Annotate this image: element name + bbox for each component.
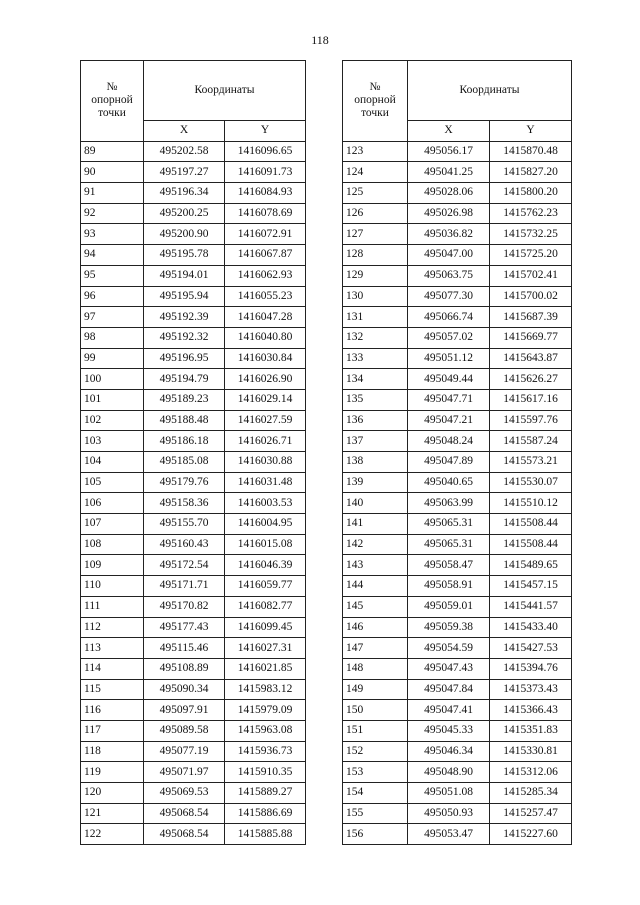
table-row bbox=[343, 307, 572, 328]
y-coordinate-cell: 1415800.20 bbox=[490, 183, 572, 204]
x-coordinate-cell: 495058.47 bbox=[408, 555, 490, 576]
y-coordinate-cell: 1416046.39 bbox=[225, 555, 306, 576]
point-number-cell: 91 bbox=[81, 183, 144, 204]
y-coordinate-cell: 1416055.23 bbox=[225, 286, 306, 307]
y-coordinate-cell: 1416031.48 bbox=[225, 472, 306, 493]
y-coordinate-cell: 1416026.90 bbox=[225, 369, 306, 390]
table-row bbox=[81, 307, 306, 328]
point-number-cell: 155 bbox=[343, 803, 408, 824]
table-row bbox=[81, 203, 306, 224]
x-coordinate-cell: 495170.82 bbox=[144, 596, 225, 617]
point-number-cell: 99 bbox=[81, 348, 144, 369]
point-number-cell: 95 bbox=[81, 265, 144, 286]
x-coordinate-cell: 495171.71 bbox=[144, 576, 225, 597]
x-coordinate-cell: 495188.48 bbox=[144, 410, 225, 431]
x-coordinate-cell: 495160.43 bbox=[144, 534, 225, 555]
y-coordinate-cell: 1415433.40 bbox=[490, 617, 572, 638]
table-row bbox=[343, 783, 572, 804]
point-number-cell: 149 bbox=[343, 679, 408, 700]
y-coordinate-cell: 1415687.39 bbox=[490, 307, 572, 328]
y-coordinate-cell: 1415617.16 bbox=[490, 389, 572, 410]
table-row bbox=[343, 472, 572, 493]
y-coordinate-cell: 1415573.21 bbox=[490, 452, 572, 473]
x-coordinate-cell: 495049.44 bbox=[408, 369, 490, 390]
point-number-cell: 131 bbox=[343, 307, 408, 328]
point-number-cell: 93 bbox=[81, 224, 144, 245]
x-coordinate-cell: 495197.27 bbox=[144, 162, 225, 183]
y-coordinate-cell: 1415441.57 bbox=[490, 596, 572, 617]
y-coordinate-cell: 1416027.59 bbox=[225, 410, 306, 431]
table-row bbox=[81, 389, 306, 410]
coordinates-table-right bbox=[342, 60, 572, 845]
table-row bbox=[81, 741, 306, 762]
table-row bbox=[81, 783, 306, 804]
y-coordinate-cell: 1415351.83 bbox=[490, 720, 572, 741]
table-row bbox=[343, 617, 572, 638]
x-coordinate-cell: 495196.34 bbox=[144, 183, 225, 204]
point-number-cell: 111 bbox=[81, 596, 144, 617]
y-coordinate-cell: 1416082.77 bbox=[225, 596, 306, 617]
x-coordinate-cell: 495090.34 bbox=[144, 679, 225, 700]
y-coordinate-cell: 1415587.24 bbox=[490, 431, 572, 452]
y-coordinate-cell: 1415886.69 bbox=[225, 803, 306, 824]
x-coordinate-cell: 495054.59 bbox=[408, 638, 490, 659]
y-coordinate-cell: 1415510.12 bbox=[490, 493, 572, 514]
x-coordinate-cell: 495048.90 bbox=[408, 762, 490, 783]
table-row bbox=[81, 369, 306, 390]
table-row bbox=[343, 162, 572, 183]
y-coordinate-cell: 1415508.44 bbox=[490, 514, 572, 535]
point-header-line-2: опорной bbox=[91, 94, 133, 107]
table-row bbox=[81, 555, 306, 576]
y-coordinate-cell: 1415885.88 bbox=[225, 824, 306, 845]
x-coordinate-cell: 495089.58 bbox=[144, 720, 225, 741]
y-coordinate-cell: 1415626.27 bbox=[490, 369, 572, 390]
table-row bbox=[343, 658, 572, 679]
y-coordinate-cell: 1416021.85 bbox=[225, 658, 306, 679]
x-coordinate-cell: 495077.30 bbox=[408, 286, 490, 307]
y-coordinate-cell: 1416096.65 bbox=[225, 141, 306, 162]
x-coordinate-cell: 495196.95 bbox=[144, 348, 225, 369]
point-number-cell: 145 bbox=[343, 596, 408, 617]
table-row bbox=[81, 514, 306, 535]
y-coordinate-cell: 1415312.06 bbox=[490, 762, 572, 783]
table-row bbox=[343, 493, 572, 514]
point-number-cell: 137 bbox=[343, 431, 408, 452]
x-coordinate-cell: 495040.65 bbox=[408, 472, 490, 493]
table-row bbox=[343, 141, 572, 162]
y-coordinate-cell: 1416030.88 bbox=[225, 452, 306, 473]
point-number-cell: 110 bbox=[81, 576, 144, 597]
point-number-cell: 120 bbox=[81, 783, 144, 804]
table-row bbox=[343, 431, 572, 452]
x-coordinate-cell: 495115.46 bbox=[144, 638, 225, 659]
table-row bbox=[81, 638, 306, 659]
table-row bbox=[81, 410, 306, 431]
x-coordinate-cell: 495192.32 bbox=[144, 327, 225, 348]
x-coordinate-cell: 495194.01 bbox=[144, 265, 225, 286]
point-number-cell: 133 bbox=[343, 348, 408, 369]
x-coordinate-cell: 495066.74 bbox=[408, 307, 490, 328]
x-coordinate-cell: 495047.71 bbox=[408, 389, 490, 410]
point-number-cell: 112 bbox=[81, 617, 144, 638]
y-coordinate-cell: 1415257.47 bbox=[490, 803, 572, 824]
table-row bbox=[81, 762, 306, 783]
y-coordinate-cell: 1416030.84 bbox=[225, 348, 306, 369]
y-coordinate-cell: 1415963.08 bbox=[225, 720, 306, 741]
y-coordinate-cell: 1415889.27 bbox=[225, 783, 306, 804]
point-header-line-1: № bbox=[106, 81, 118, 94]
point-number-cell: 116 bbox=[81, 700, 144, 721]
point-number-cell: 132 bbox=[343, 327, 408, 348]
table-row bbox=[81, 348, 306, 369]
table-row bbox=[343, 762, 572, 783]
y-coordinate-cell: 1415643.87 bbox=[490, 348, 572, 369]
y-coordinate-cell: 1415762.23 bbox=[490, 203, 572, 224]
point-number-cell: 94 bbox=[81, 245, 144, 266]
point-number-cell: 92 bbox=[81, 203, 144, 224]
point-number-cell: 103 bbox=[81, 431, 144, 452]
point-header-line-1: № bbox=[369, 81, 381, 94]
x-coordinate-cell: 495045.33 bbox=[408, 720, 490, 741]
point-number-cell: 115 bbox=[81, 679, 144, 700]
table-row bbox=[81, 245, 306, 266]
x-coordinate-cell: 495057.02 bbox=[408, 327, 490, 348]
x-coordinate-cell: 495047.84 bbox=[408, 679, 490, 700]
x-coordinate-cell: 495063.99 bbox=[408, 493, 490, 514]
table-row bbox=[343, 452, 572, 473]
y-coordinate-cell: 1416067.87 bbox=[225, 245, 306, 266]
point-number-cell: 126 bbox=[343, 203, 408, 224]
y-header: Y bbox=[490, 121, 572, 142]
coordinates-header: Координаты bbox=[408, 61, 572, 121]
table-row bbox=[343, 183, 572, 204]
point-number-cell: 90 bbox=[81, 162, 144, 183]
y-coordinate-cell: 1416099.45 bbox=[225, 617, 306, 638]
y-coordinate-cell: 1415936.73 bbox=[225, 741, 306, 762]
point-number-cell: 136 bbox=[343, 410, 408, 431]
table-row bbox=[81, 265, 306, 286]
point-number-cell: 118 bbox=[81, 741, 144, 762]
x-coordinate-cell: 495058.91 bbox=[408, 576, 490, 597]
point-number-cell: 150 bbox=[343, 700, 408, 721]
table-row bbox=[81, 576, 306, 597]
table-row bbox=[343, 410, 572, 431]
table-row bbox=[81, 679, 306, 700]
y-coordinate-cell: 1415227.60 bbox=[490, 824, 572, 845]
table-row bbox=[343, 265, 572, 286]
point-number-cell: 113 bbox=[81, 638, 144, 659]
point-number-cell: 96 bbox=[81, 286, 144, 307]
y-coordinate-cell: 1416062.93 bbox=[225, 265, 306, 286]
x-coordinate-cell: 495065.31 bbox=[408, 514, 490, 535]
y-coordinate-cell: 1415725.20 bbox=[490, 245, 572, 266]
x-coordinate-cell: 495063.75 bbox=[408, 265, 490, 286]
table-row bbox=[81, 141, 306, 162]
y-coordinate-cell: 1415366.43 bbox=[490, 700, 572, 721]
table-row bbox=[81, 700, 306, 721]
point-number-cell: 123 bbox=[343, 141, 408, 162]
x-coordinate-cell: 495068.54 bbox=[144, 824, 225, 845]
y-coordinate-cell: 1415910.35 bbox=[225, 762, 306, 783]
point-number-cell: 129 bbox=[343, 265, 408, 286]
point-number-cell: 144 bbox=[343, 576, 408, 597]
table-row bbox=[343, 534, 572, 555]
x-coordinate-cell: 495048.24 bbox=[408, 431, 490, 452]
x-coordinate-cell: 495186.18 bbox=[144, 431, 225, 452]
point-number-cell: 109 bbox=[81, 555, 144, 576]
point-number-cell: 98 bbox=[81, 327, 144, 348]
x-coordinate-cell: 495051.08 bbox=[408, 783, 490, 804]
y-coordinate-cell: 1416004.95 bbox=[225, 514, 306, 535]
table-row bbox=[81, 720, 306, 741]
x-coordinate-cell: 495047.41 bbox=[408, 700, 490, 721]
point-number-cell: 89 bbox=[81, 141, 144, 162]
table-row bbox=[81, 493, 306, 514]
x-coordinate-cell: 495059.38 bbox=[408, 617, 490, 638]
x-coordinate-cell: 495047.00 bbox=[408, 245, 490, 266]
table-row bbox=[343, 679, 572, 700]
y-coordinate-cell: 1416091.73 bbox=[225, 162, 306, 183]
y-coordinate-cell: 1415427.53 bbox=[490, 638, 572, 659]
table-row bbox=[343, 369, 572, 390]
x-coordinate-cell: 495158.36 bbox=[144, 493, 225, 514]
y-coordinate-cell: 1415373.43 bbox=[490, 679, 572, 700]
x-coordinate-cell: 495177.43 bbox=[144, 617, 225, 638]
y-coordinate-cell: 1415285.34 bbox=[490, 783, 572, 804]
x-coordinate-cell: 495077.19 bbox=[144, 741, 225, 762]
x-coordinate-cell: 495047.43 bbox=[408, 658, 490, 679]
y-coordinate-cell: 1415870.48 bbox=[490, 141, 572, 162]
x-coordinate-cell: 495046.34 bbox=[408, 741, 490, 762]
point-number-cell: 122 bbox=[81, 824, 144, 845]
table-row bbox=[343, 286, 572, 307]
point-number-cell: 142 bbox=[343, 534, 408, 555]
table-row bbox=[343, 824, 572, 845]
y-coordinate-cell: 1415330.81 bbox=[490, 741, 572, 762]
point-number-cell: 97 bbox=[81, 307, 144, 328]
table-row bbox=[343, 348, 572, 369]
table-row bbox=[81, 824, 306, 845]
x-coordinate-cell: 495036.82 bbox=[408, 224, 490, 245]
table-row bbox=[81, 472, 306, 493]
x-coordinate-cell: 495195.94 bbox=[144, 286, 225, 307]
x-coordinate-cell: 495056.17 bbox=[408, 141, 490, 162]
y-coordinate-cell: 1416026.71 bbox=[225, 431, 306, 452]
table-row bbox=[343, 327, 572, 348]
y-coordinate-cell: 1416078.69 bbox=[225, 203, 306, 224]
y-coordinate-cell: 1415457.15 bbox=[490, 576, 572, 597]
x-coordinate-cell: 495185.08 bbox=[144, 452, 225, 473]
x-coordinate-cell: 495047.21 bbox=[408, 410, 490, 431]
x-coordinate-cell: 495071.97 bbox=[144, 762, 225, 783]
point-number-cell: 156 bbox=[343, 824, 408, 845]
x-coordinate-cell: 495172.54 bbox=[144, 555, 225, 576]
y-coordinate-cell: 1415597.76 bbox=[490, 410, 572, 431]
x-coordinate-cell: 495202.58 bbox=[144, 141, 225, 162]
point-header-line-3: точки bbox=[361, 107, 389, 120]
y-coordinate-cell: 1415530.07 bbox=[490, 472, 572, 493]
y-coordinate-cell: 1415508.44 bbox=[490, 534, 572, 555]
x-coordinate-cell: 495041.25 bbox=[408, 162, 490, 183]
x-coordinate-cell: 495194.79 bbox=[144, 369, 225, 390]
point-number-cell: 124 bbox=[343, 162, 408, 183]
point-number-cell: 108 bbox=[81, 534, 144, 555]
x-coordinate-cell: 495069.53 bbox=[144, 783, 225, 804]
table-row bbox=[343, 638, 572, 659]
point-number-cell: 130 bbox=[343, 286, 408, 307]
point-number-cell: 107 bbox=[81, 514, 144, 535]
x-coordinate-cell: 495097.91 bbox=[144, 700, 225, 721]
y-coordinate-cell: 1416084.93 bbox=[225, 183, 306, 204]
table-row bbox=[343, 555, 572, 576]
point-number-cell: 138 bbox=[343, 452, 408, 473]
point-number-header bbox=[81, 61, 144, 142]
table-row bbox=[81, 327, 306, 348]
y-coordinate-cell: 1416003.53 bbox=[225, 493, 306, 514]
table-body-right bbox=[343, 141, 572, 844]
x-coordinate-cell: 495068.54 bbox=[144, 803, 225, 824]
point-number-cell: 128 bbox=[343, 245, 408, 266]
x-coordinate-cell: 495200.90 bbox=[144, 224, 225, 245]
y-coordinate-cell: 1416027.31 bbox=[225, 638, 306, 659]
x-header: X bbox=[408, 121, 490, 142]
table-row bbox=[81, 162, 306, 183]
point-number-cell: 102 bbox=[81, 410, 144, 431]
table-row bbox=[343, 389, 572, 410]
point-number-cell: 106 bbox=[81, 493, 144, 514]
point-number-cell: 134 bbox=[343, 369, 408, 390]
point-number-cell: 146 bbox=[343, 617, 408, 638]
table-row bbox=[81, 617, 306, 638]
point-number-cell: 135 bbox=[343, 389, 408, 410]
y-coordinate-cell: 1415669.77 bbox=[490, 327, 572, 348]
point-number-cell: 125 bbox=[343, 183, 408, 204]
table-row bbox=[343, 700, 572, 721]
x-coordinate-cell: 495155.70 bbox=[144, 514, 225, 535]
y-header: Y bbox=[225, 121, 306, 142]
point-number-cell: 139 bbox=[343, 472, 408, 493]
table-row bbox=[81, 534, 306, 555]
table-row bbox=[81, 658, 306, 679]
y-coordinate-cell: 1415732.25 bbox=[490, 224, 572, 245]
y-coordinate-cell: 1415827.20 bbox=[490, 162, 572, 183]
point-number-cell: 151 bbox=[343, 720, 408, 741]
coordinates-table-left bbox=[80, 60, 306, 845]
point-number-cell: 105 bbox=[81, 472, 144, 493]
x-coordinate-cell: 495108.89 bbox=[144, 658, 225, 679]
table-row bbox=[343, 514, 572, 535]
point-number-cell: 148 bbox=[343, 658, 408, 679]
x-header: X bbox=[144, 121, 225, 142]
table-row bbox=[81, 803, 306, 824]
table-row bbox=[343, 720, 572, 741]
point-number-cell: 127 bbox=[343, 224, 408, 245]
point-number-cell: 117 bbox=[81, 720, 144, 741]
y-coordinate-cell: 1416047.28 bbox=[225, 307, 306, 328]
y-coordinate-cell: 1416029.14 bbox=[225, 389, 306, 410]
point-number-cell: 104 bbox=[81, 452, 144, 473]
x-coordinate-cell: 495053.47 bbox=[408, 824, 490, 845]
x-coordinate-cell: 495195.78 bbox=[144, 245, 225, 266]
table-row bbox=[81, 596, 306, 617]
point-number-cell: 140 bbox=[343, 493, 408, 514]
y-coordinate-cell: 1416059.77 bbox=[225, 576, 306, 597]
coordinates-header: Координаты bbox=[144, 61, 306, 121]
table-row bbox=[343, 741, 572, 762]
table-row bbox=[81, 452, 306, 473]
point-number-cell: 100 bbox=[81, 369, 144, 390]
point-number-cell: 153 bbox=[343, 762, 408, 783]
table-row bbox=[81, 286, 306, 307]
point-number-cell: 121 bbox=[81, 803, 144, 824]
table-row bbox=[343, 576, 572, 597]
y-coordinate-cell: 1416072.91 bbox=[225, 224, 306, 245]
point-number-cell: 154 bbox=[343, 783, 408, 804]
table-row bbox=[81, 183, 306, 204]
x-coordinate-cell: 495192.39 bbox=[144, 307, 225, 328]
table-row bbox=[343, 245, 572, 266]
point-header-line-2: опорной bbox=[354, 94, 396, 107]
table-row bbox=[81, 431, 306, 452]
table-row bbox=[343, 203, 572, 224]
table-body-left bbox=[81, 141, 306, 844]
point-number-header bbox=[343, 61, 408, 142]
x-coordinate-cell: 495028.06 bbox=[408, 183, 490, 204]
x-coordinate-cell: 495026.98 bbox=[408, 203, 490, 224]
point-header-line-3: точки bbox=[98, 107, 126, 120]
point-number-cell: 101 bbox=[81, 389, 144, 410]
x-coordinate-cell: 495047.89 bbox=[408, 452, 490, 473]
x-coordinate-cell: 495051.12 bbox=[408, 348, 490, 369]
point-number-cell: 141 bbox=[343, 514, 408, 535]
x-coordinate-cell: 495050.93 bbox=[408, 803, 490, 824]
table-row bbox=[343, 596, 572, 617]
x-coordinate-cell: 495200.25 bbox=[144, 203, 225, 224]
point-number-cell: 147 bbox=[343, 638, 408, 659]
x-coordinate-cell: 495189.23 bbox=[144, 389, 225, 410]
point-number-cell: 152 bbox=[343, 741, 408, 762]
page-number: 118 bbox=[311, 33, 329, 47]
y-coordinate-cell: 1415489.65 bbox=[490, 555, 572, 576]
table-row bbox=[343, 224, 572, 245]
point-number-cell: 119 bbox=[81, 762, 144, 783]
point-number-cell: 143 bbox=[343, 555, 408, 576]
y-coordinate-cell: 1415700.02 bbox=[490, 286, 572, 307]
x-coordinate-cell: 495179.76 bbox=[144, 472, 225, 493]
point-number-cell: 114 bbox=[81, 658, 144, 679]
y-coordinate-cell: 1415983.12 bbox=[225, 679, 306, 700]
table-row bbox=[343, 803, 572, 824]
x-coordinate-cell: 495059.01 bbox=[408, 596, 490, 617]
y-coordinate-cell: 1415394.76 bbox=[490, 658, 572, 679]
y-coordinate-cell: 1416040.80 bbox=[225, 327, 306, 348]
y-coordinate-cell: 1416015.08 bbox=[225, 534, 306, 555]
y-coordinate-cell: 1415702.41 bbox=[490, 265, 572, 286]
x-coordinate-cell: 495065.31 bbox=[408, 534, 490, 555]
y-coordinate-cell: 1415979.09 bbox=[225, 700, 306, 721]
table-row bbox=[81, 224, 306, 245]
